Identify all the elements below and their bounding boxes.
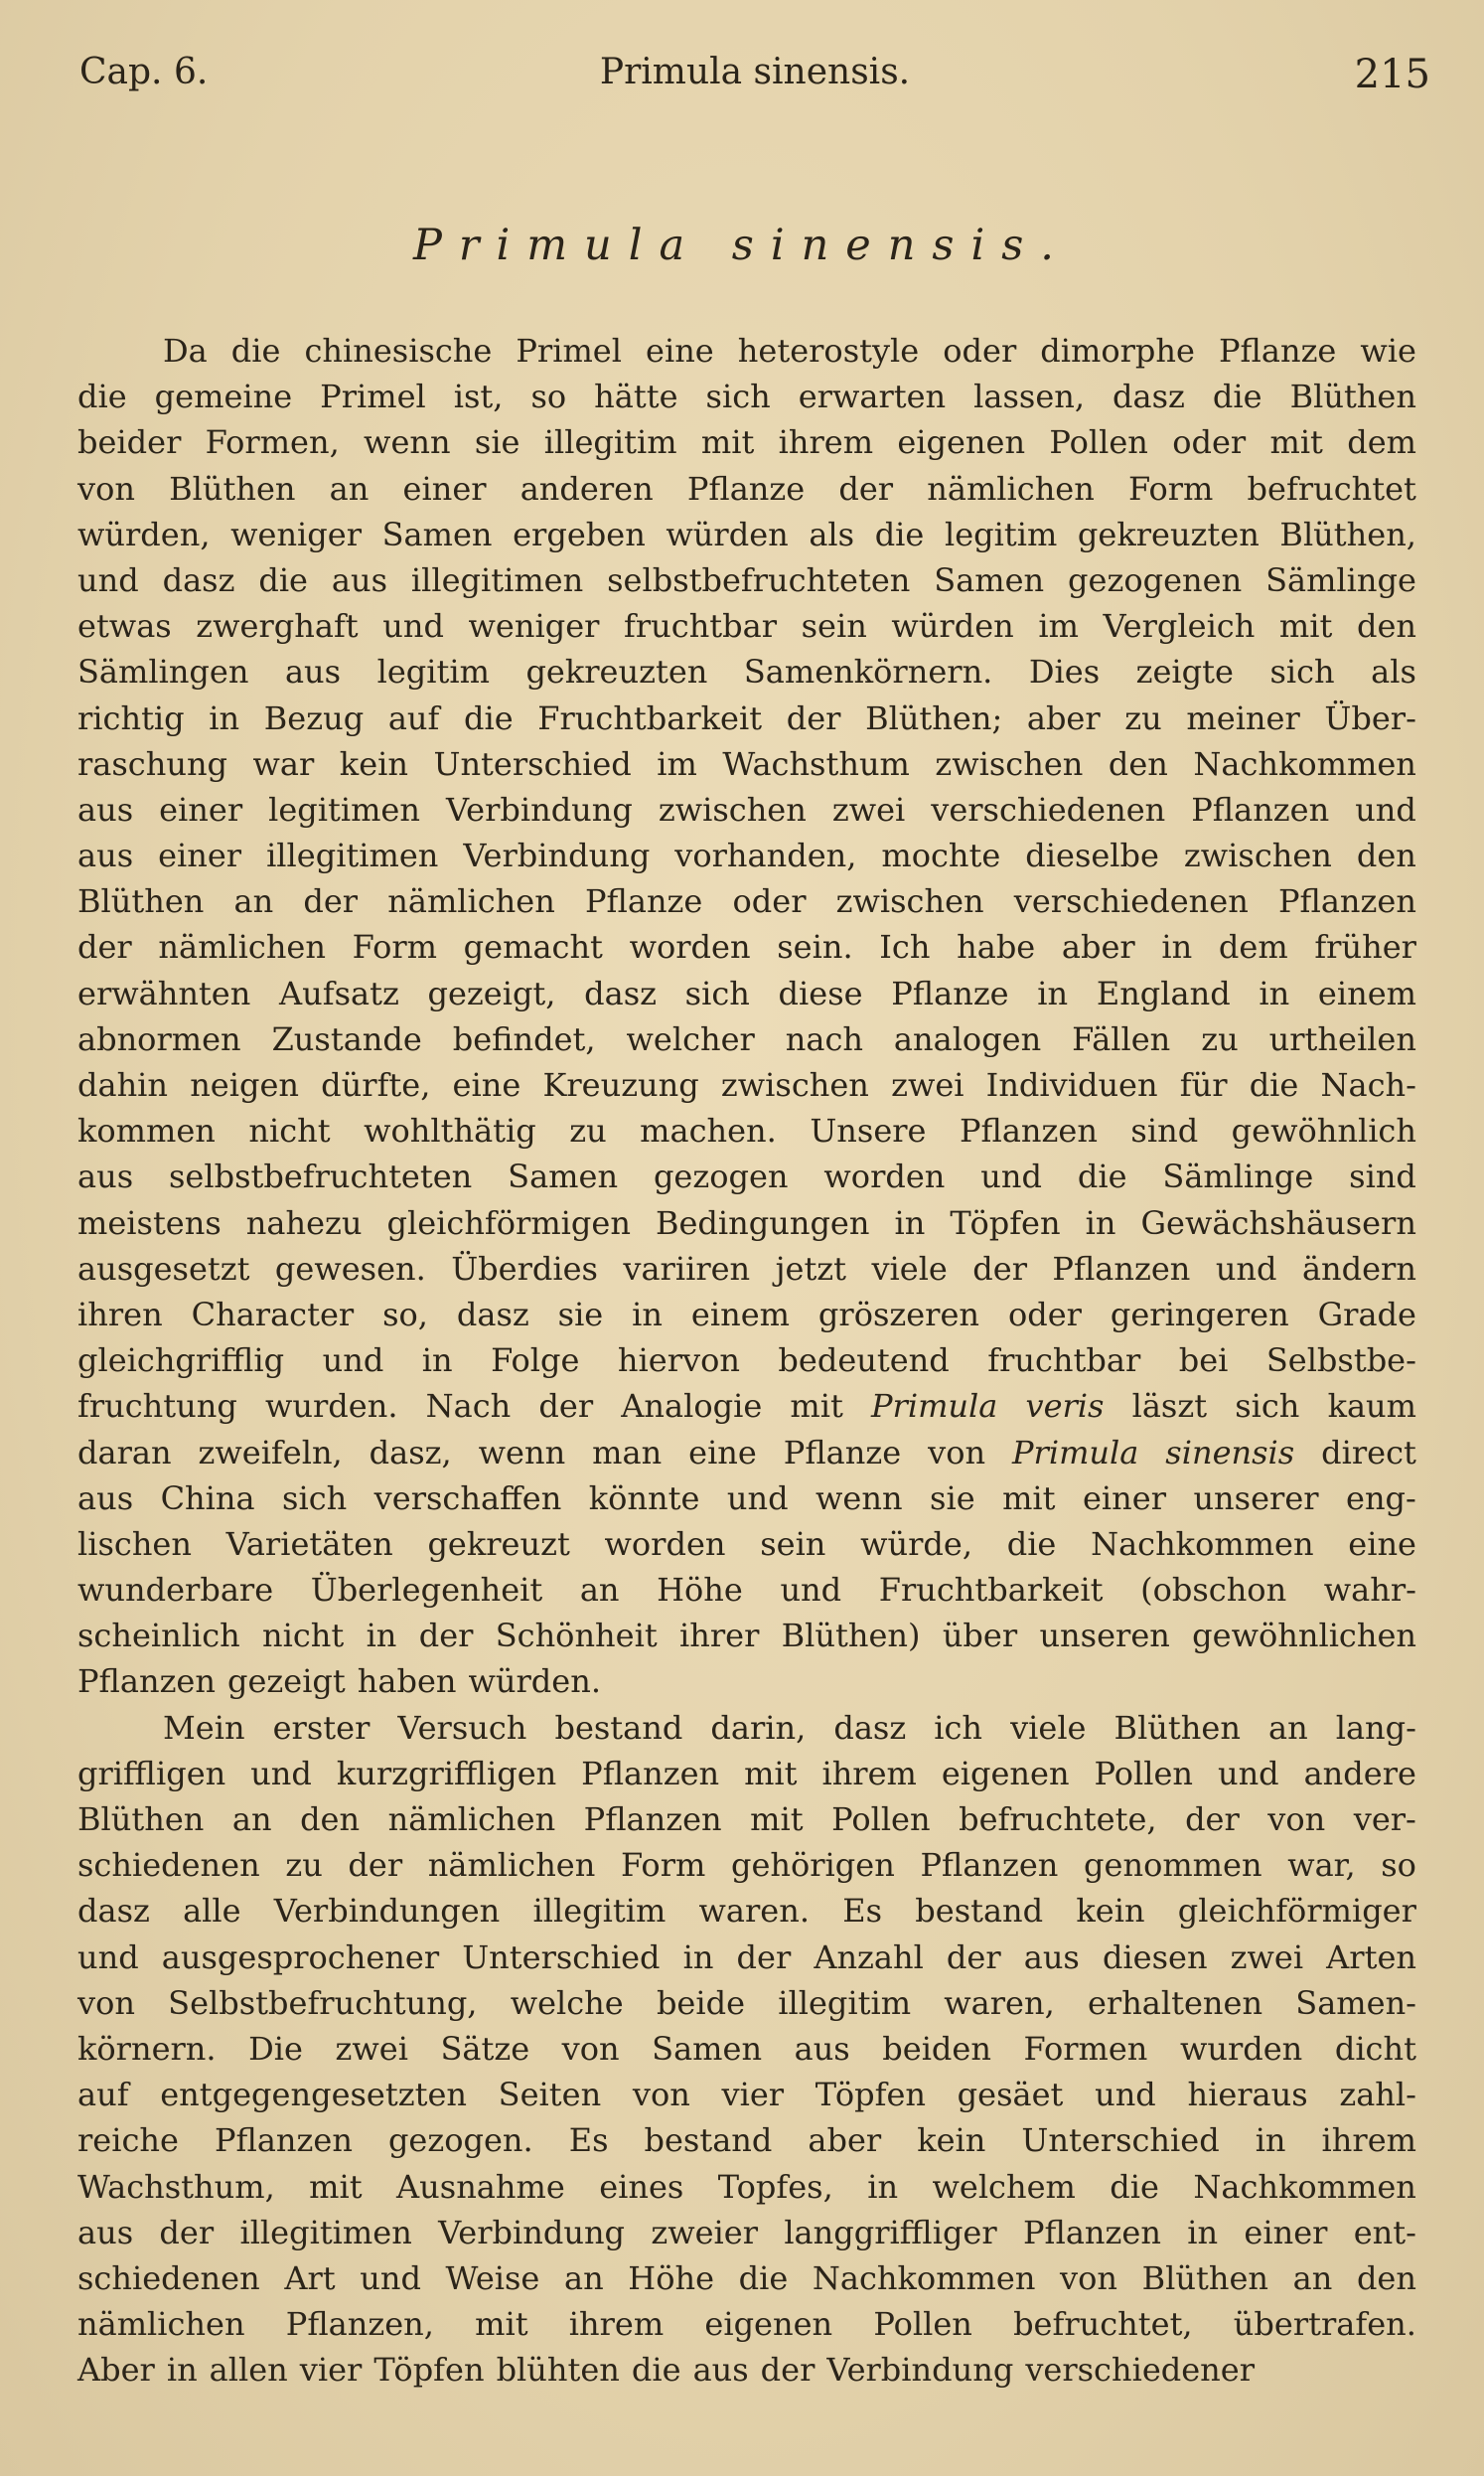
text-line: körnern. Die zwei Sätze von Samen aus beiden Formen wurden dicht [77,2029,1416,2068]
text-line: ihren Character so, dasz sie in einem gröszeren oder geringeren Grade [77,1295,1416,1333]
text-line: Blüthen an den nämlichen Pflanzen mit Pollen befruchtete, der von ver- [77,1800,1416,1838]
text-line: dahin neigen dürfte, eine Kreuzung zwischen zwei Individuen für die Nach- [77,1066,1416,1104]
text-line: schiedenen Art und Weise an Höhe die Nachkommen von Blüthen an den [77,2258,1416,2297]
text-line: raschung war kein Unterschied im Wachsthum zwischen den Nachkommen [77,744,1416,783]
text-line: und ausgesprochener Unterschied in der Anzahl der aus diesen zwei Arten [77,1937,1416,1976]
text-line: etwas zwerghaft und weniger fruchtbar sein würden im Vergleich mit den [77,607,1416,646]
text-line: kommen nicht wohlthätig zu machen. Unsere Pflanzen sind gewöhnlich [77,1112,1416,1151]
text-line: Pflanzen gezeigt haben würden. [77,1662,601,1701]
text-line: aus China sich verschaffen könnte und wenn sie mit einer unserer eng- [77,1478,1416,1517]
text-line: richtig in Bezug auf die Fruchtbarkeit der Blüthen; aber zu meiner Über- [77,698,1416,737]
text-line: erwähnten Aufsatz gezeigt, dasz sich diese Pflanze in England in einem [77,974,1416,1012]
page-header [79,52,1430,111]
text-line: von Selbstbefruchtung, welche beide illegitim waren, erhaltenen Samen- [77,1983,1416,2022]
text-line: fruchtung wurden. Nach der Analogie mit Primula veris läszt sich kaum [77,1387,1416,1426]
text-line: der nämlichen Form gemacht worden sein. Ich habe aber in dem früher [77,928,1416,967]
text-line: auf entgegengesetzten Seiten von vier Töpfen gesäet und hieraus zahl- [77,2076,1416,2114]
text-line: nämlichen Pflanzen, mit ihrem eigenen Pollen befruchtet, übertrafen. [77,2305,1416,2344]
text-line: scheinlich nicht in der Schönheit ihrer Blüthen) über unseren gewöhnlichen [77,1617,1416,1655]
text-line: ausgesetzt gewesen. Überdies variiren jetzt viele der Pflanzen und ändern [77,1249,1416,1288]
text-line: Aber in allen vier Töpfen blühten die aus der Verbindung verschiedener [77,2351,1256,2390]
text-line: griffligen und kurzgriffligen Pflanzen mit ihrem eigenen Pollen und andere [77,1754,1416,1792]
text-line: die gemeine Primel ist, so hätte sich erwarten lassen, dasz die Blüthen [77,378,1416,416]
chapter-label: Cap. 6. [79,52,209,92]
text-line: beider Formen, wenn sie illegitim mit ihrem eigenen Pollen oder mit dem [77,423,1416,462]
text-line: würden, weniger Samen ergeben würden als die legitim gekreuzten Blüthen, [77,515,1416,553]
text-line: wunderbare Überlegenheit an Höhe und Fruchtbarkeit (obschon wahr- [77,1571,1416,1610]
running-title: Primula sinensis. [599,52,911,92]
text-line: Blüthen an der nämlichen Pflanze oder zwischen verschiedenen Pflanzen [77,882,1416,921]
text-line: aus selbstbefruchteten Samen gezogen worden und die Sämlinge sind [77,1158,1416,1196]
text-line: Sämlingen aus legitim gekreuzten Samenkörnern. Dies zeigte sich als [77,653,1416,692]
page-number: 215 [1354,52,1430,97]
text-line: gleichgrifflig und in Folge hiervon bedeutend fruchtbar bei Selbstbe- [77,1341,1416,1380]
text-line: aus einer illegitimen Verbindung vorhanden, mochte dieselbe zwischen den [77,837,1416,875]
text-line: abnormen Zustande befindet, welcher nach analogen Fällen zu urtheilen [77,1019,1416,1058]
text-line: aus einer legitimen Verbindung zwischen zwei verschiedenen Pflanzen und [77,790,1416,829]
text-line: daran zweifeln, dasz, wenn man eine Pflanze von Primula sinensis direct [77,1433,1416,1471]
text-line: reiche Pflanzen gezogen. Es bestand aber kein Unterschied in ihrem [77,2121,1416,2160]
section-title: Primula sinensis. [413,221,1071,270]
text-line: lischen Varietäten gekreuzt worden sein würde, die Nachkommen eine [77,1524,1416,1563]
text-line: meistens nahezu gleichförmigen Bedingungen in Töpfen in Gewächshäusern [77,1203,1416,1242]
text-line: schiedenen zu der nämlichen Form gehörigen Pflanzen genommen war, so [77,1846,1416,1885]
text-line: aus der illegitimen Verbindung zweier langgriffliger Pflanzen in einer ent- [77,2213,1416,2251]
text-line: und dasz die aus illegitimen selbstbefruchteten Samen gezogenen Sämlinge [77,560,1416,599]
text-line: Wachsthum, mit Ausnahme eines Topfes, in welchem die Nachkommen [77,2167,1416,2206]
text-line: Da die chinesische Primel eine heterostyle oder dimorphe Pflanze wie [163,332,1416,370]
text-line: von Blüthen an einer anderen Pflanze der nämlichen Form befruchtet [77,469,1416,508]
text-line: Mein erster Versuch bestand darin, dasz ich viele Blüthen an lang- [163,1708,1416,1747]
body-text [77,328,1416,2393]
text-line: dasz alle Verbindungen illegitim waren. Es bestand kein gleichförmiger [77,1892,1416,1931]
